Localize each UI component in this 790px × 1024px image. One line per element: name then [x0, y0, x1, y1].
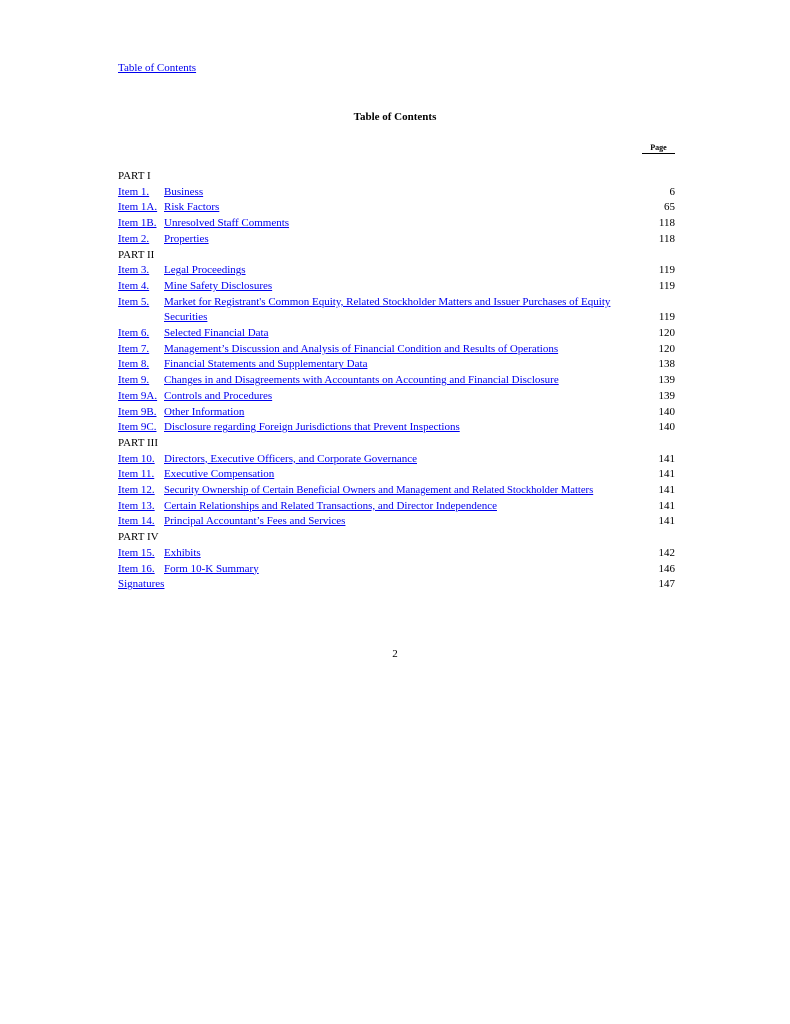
- item-page-number: 118: [658, 232, 675, 245]
- item-number-link[interactable]: Item 4.: [118, 279, 150, 292]
- toc-row: [118, 389, 675, 405]
- item-page-number: 138: [658, 358, 675, 371]
- item-title-link[interactable]: Mine Safety Disclosures: [164, 279, 273, 292]
- item-title-link[interactable]: Disclosure regarding Foreign Jurisdictions that Prevent Inspections: [164, 421, 460, 434]
- item-title-link[interactable]: Controls and Procedures: [164, 389, 273, 402]
- item-number-link[interactable]: Item 7.: [118, 342, 150, 355]
- item-number-link[interactable]: Item 1.: [118, 185, 150, 198]
- part-label: PART I: [118, 170, 151, 182]
- item-page-number: 139: [658, 389, 675, 402]
- item-title-link[interactable]: Risk Factors: [164, 201, 220, 214]
- item-page-number: 120: [658, 327, 675, 340]
- item-page-number: 141: [658, 515, 675, 528]
- toc-row: [118, 357, 675, 373]
- item-title-link[interactable]: Unresolved Staff Comments: [164, 217, 290, 230]
- part-heading: [118, 248, 675, 264]
- table-of-contents-link[interactable]: Table of Contents: [118, 62, 197, 74]
- toc-row: [118, 546, 675, 562]
- toc-row: [118, 420, 675, 436]
- item-title-link[interactable]: Management’s Discussion and Analysis of Financial Condition and Results of Operations: [164, 342, 559, 355]
- toc-row: [118, 405, 675, 421]
- page-column-header: Page: [642, 143, 675, 154]
- toc-row: [118, 514, 675, 530]
- item-page-number: 140: [658, 405, 675, 418]
- item-number-link[interactable]: Item 5.: [118, 295, 150, 308]
- item-title-link[interactable]: Properties: [164, 232, 209, 245]
- toc-table: [118, 169, 675, 593]
- item-title-link[interactable]: Market for Registrant's Common Equity, Related Stockholder Matters and Issuer Purchases of Equity Securities: [164, 295, 611, 324]
- item-title-link[interactable]: Exhibits: [164, 546, 201, 559]
- toc-row: [118, 279, 675, 295]
- item-number-link[interactable]: Item 16.: [118, 562, 155, 575]
- item-title-link[interactable]: Security Ownership of Certain Beneficial Owners and Management and Related Stockholder Matters: [164, 485, 594, 497]
- toc-row: [118, 499, 675, 515]
- item-page-number: 146: [658, 562, 675, 575]
- item-page-number: 119: [658, 279, 675, 292]
- item-title-link[interactable]: Legal Proceedings: [164, 264, 246, 277]
- part-heading: [118, 530, 675, 546]
- item-number-link[interactable]: Item 10.: [118, 452, 155, 465]
- page-number: 2: [392, 648, 398, 660]
- item-title-link[interactable]: Directors, Executive Officers, and Corporate Governance: [164, 452, 417, 465]
- toc-row: [118, 342, 675, 358]
- part-heading: [118, 436, 675, 452]
- item-page-number: 140: [658, 421, 675, 434]
- item-number-link[interactable]: Item 3.: [118, 264, 150, 277]
- item-title-link[interactable]: Principal Accountant’s Fees and Services: [164, 515, 346, 528]
- item-page-number: 6: [669, 185, 675, 198]
- item-page-number: 119: [658, 311, 675, 324]
- item-number-link[interactable]: Item 2.: [118, 232, 150, 245]
- signatures-link[interactable]: Signatures: [118, 578, 165, 591]
- toc-row: [118, 295, 675, 326]
- item-title-link[interactable]: Business: [164, 185, 204, 198]
- item-number-link[interactable]: Item 6.: [118, 327, 150, 340]
- item-title-link[interactable]: Financial Statements and Supplementary Data: [164, 358, 368, 371]
- item-title-link[interactable]: Executive Compensation: [164, 468, 275, 481]
- item-number-link[interactable]: Item 9B.: [118, 405, 157, 418]
- toc-row: [118, 263, 675, 279]
- item-number-link[interactable]: Item 1B.: [118, 217, 157, 230]
- part-label: PART IV: [118, 531, 159, 544]
- toc-row: [118, 185, 675, 201]
- page-title: Table of Contents: [353, 111, 437, 123]
- toc-row-signatures: [118, 577, 675, 593]
- item-page-number: 141: [658, 468, 675, 481]
- item-page-number: 142: [658, 546, 675, 559]
- item-page-number: 141: [658, 452, 675, 465]
- part-heading: [118, 169, 675, 185]
- item-page-number: 139: [658, 374, 675, 387]
- toc-row: [118, 200, 675, 216]
- toc-row: [118, 452, 675, 468]
- item-page-number: 147: [658, 578, 675, 591]
- item-number-link[interactable]: Item 1A.: [118, 201, 158, 214]
- toc-row: [118, 483, 675, 499]
- item-number-link[interactable]: Item 8.: [118, 358, 150, 371]
- item-title-link[interactable]: Form 10-K Summary: [164, 562, 259, 575]
- item-number-link[interactable]: Item 11.: [118, 468, 155, 481]
- item-title-link[interactable]: Other Information: [164, 405, 245, 418]
- item-title-link[interactable]: Certain Relationships and Related Transactions, and Director Independence: [164, 499, 497, 512]
- item-number-link[interactable]: Item 12.: [118, 484, 155, 497]
- part-label: PART III: [118, 436, 158, 449]
- toc-row: [118, 373, 675, 389]
- toc-row: [118, 467, 675, 483]
- item-page-number: 118: [658, 217, 675, 230]
- item-number-link[interactable]: Item 9A.: [118, 389, 158, 402]
- toc-row: [118, 562, 675, 578]
- item-number-link[interactable]: Item 15.: [118, 546, 155, 559]
- item-page-number: 65: [664, 201, 675, 214]
- item-title-link[interactable]: Selected Financial Data: [164, 327, 269, 340]
- item-number-link[interactable]: Item 13.: [118, 499, 155, 512]
- item-number-link[interactable]: Item 9C.: [118, 421, 157, 434]
- toc-row: [118, 216, 675, 232]
- item-number-link[interactable]: Item 14.: [118, 515, 155, 528]
- toc-row: [118, 232, 675, 248]
- item-page-number: 141: [658, 484, 675, 497]
- item-page-number: 141: [658, 499, 675, 512]
- item-page-number: 119: [658, 264, 675, 277]
- part-label: PART II: [118, 248, 155, 261]
- item-title-link[interactable]: Changes in and Disagreements with Accountants on Accounting and Financial Disclosure: [164, 374, 559, 387]
- item-page-number: 120: [658, 342, 675, 355]
- toc-row: [118, 326, 675, 342]
- item-number-link[interactable]: Item 9.: [118, 374, 150, 387]
